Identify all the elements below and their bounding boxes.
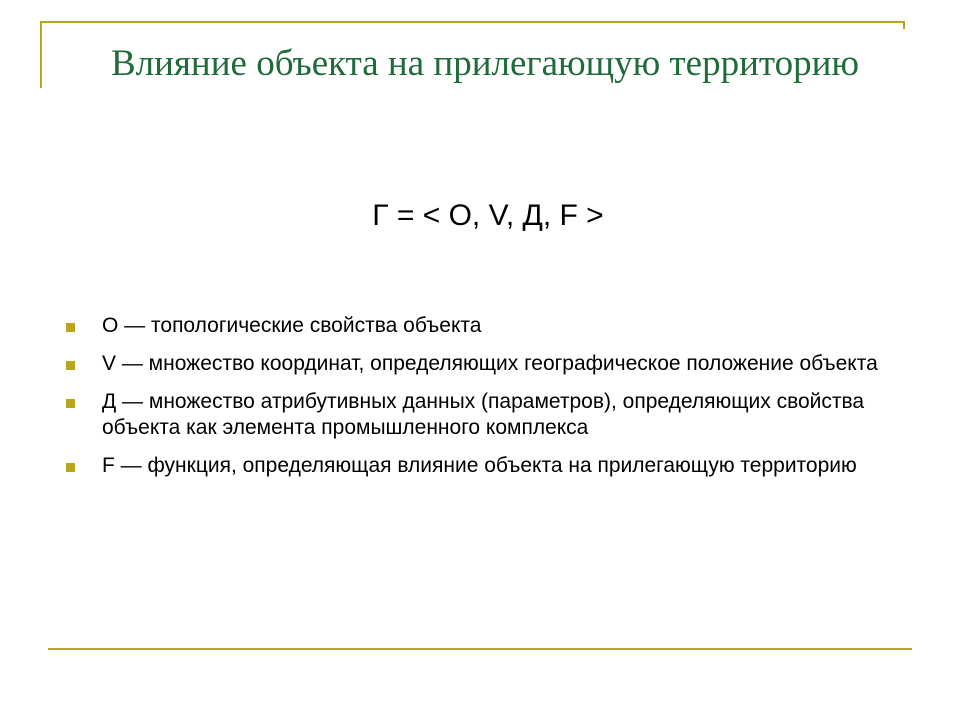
square-bullet-icon [66, 361, 75, 370]
slide-title: Влияние объекта на прилегающую территорию [110, 43, 860, 84]
list-item [66, 453, 926, 479]
list-item [66, 389, 926, 441]
list-item [66, 313, 926, 339]
square-bullet-icon [66, 323, 75, 332]
frame-right-line [903, 21, 905, 29]
bullet-text: V — множество координат, определяющих географическое положение объекта [102, 352, 878, 375]
frame-left-line [40, 21, 42, 88]
square-bullet-icon [66, 463, 75, 472]
bullet-text: F — функция, определяющая влияние объекта на прилегающую территорию [102, 454, 857, 477]
frame-top-line [40, 21, 905, 23]
frame-bottom-line [48, 648, 912, 650]
formula: Г = < O, V, Д, F > [372, 199, 604, 232]
bullet-list [66, 313, 926, 491]
bullet-text: Д — множество атрибутивных данных (параметров), определяющих свойства объекта как элемента промышленного комплекса [102, 390, 865, 439]
list-item [66, 351, 926, 377]
bullet-text: O — топологические свойства объекта [102, 314, 482, 337]
square-bullet-icon [66, 399, 75, 408]
